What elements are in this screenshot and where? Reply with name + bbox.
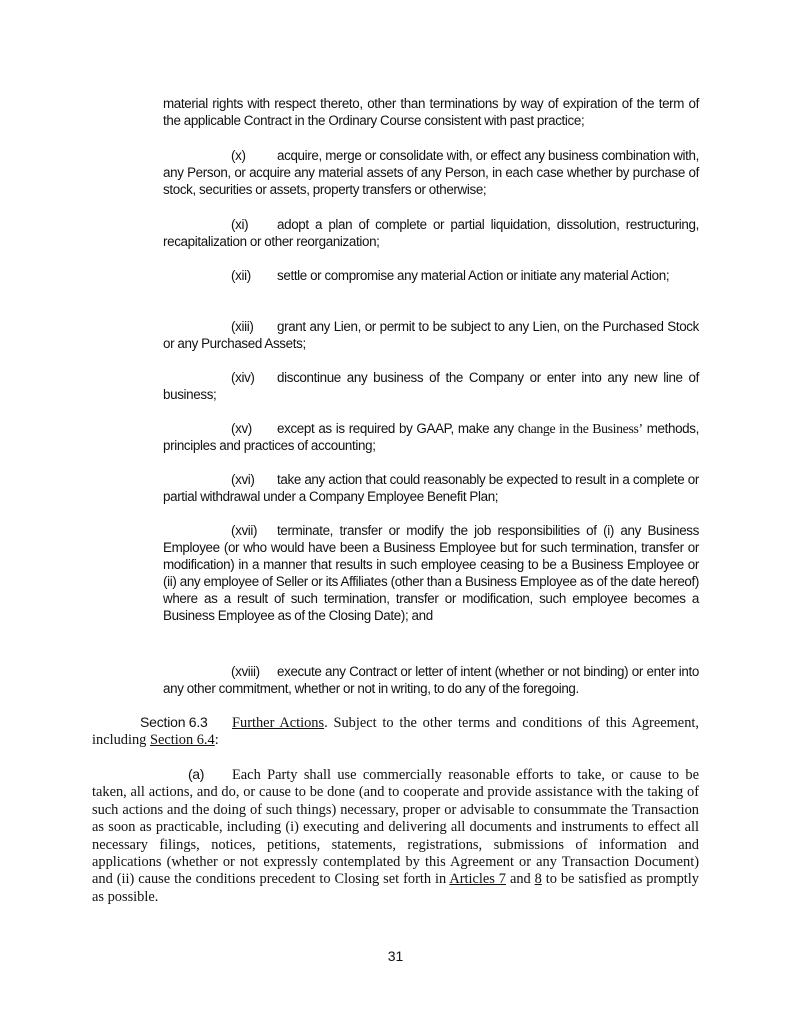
section-text: . Subject to the other terms and conditions of this Agreement, including bbox=[92, 715, 699, 749]
list-item-xi bbox=[163, 216, 699, 250]
item-number: (xvi) bbox=[231, 472, 255, 487]
item-text-rest: methods, principles and practices of accounting; bbox=[163, 421, 699, 454]
list-item-xvii bbox=[163, 522, 699, 624]
page-number: 31 bbox=[387, 948, 404, 964]
item-text: adopt a plan of complete or partial liquidation, dissolution, restructuring, recapitalization or other reorganization; bbox=[163, 217, 699, 249]
subsection-mid: and bbox=[506, 871, 535, 888]
list-item-xiv bbox=[163, 369, 699, 403]
section-title: Further Actions bbox=[232, 715, 325, 731]
list-item-xvi bbox=[163, 471, 699, 505]
item-text: take any action that could reasonably be expected to result in a complete or partial withdrawal under a Company Employee Benefit Plan; bbox=[163, 472, 699, 504]
item-number: (xviii) bbox=[231, 664, 260, 679]
subsection-a bbox=[92, 766, 699, 906]
subsection-text: Each Party shall use commercially reasonable efforts to take, or cause to be taken, all actions, and do, or cause to be done (and to cooperate and provide assistance with the taking of such actions and the doing of such things) necessary, proper or advisable to consummate the Transaction as soon as practicable, including (i) executing and delivering all documents and instruments to effect all necessary filings, notices, petitions, statements, registrations, submissions of information and applications (whether or not expressly contemplated by this Agreement or any Transaction Document) and (ii) cause the conditions precedent to Closing set forth in bbox=[92, 767, 699, 888]
item-number: (x) bbox=[231, 148, 246, 163]
item-text: terminate, transfer or modify the job responsibilities of (i) any Business Employee (or who would have been a Business Employee but for such termination, transfer or modification) in a manner that results in such employee ceasing to be a Business Employee or (ii) any employee of Seller or its Affiliates (other than a Business Employee as of the date hereof) where as a result of such termination, transfer or modification, such employee becomes a Business Employee as of the Closing Date); and bbox=[163, 523, 699, 623]
item-text: execute any Contract or letter of intent (whether or not binding) or enter into any other commitment, whether or not in writing, to do any of the foregoing. bbox=[163, 664, 699, 696]
item-text-serif: hange in the Business’ bbox=[524, 421, 643, 436]
intro-paragraph: material rights with respect thereto, other than terminations by way of expiration of the term of the applicable Contract in the Ordinary Course consistent with past practice; bbox=[163, 96, 699, 128]
section-ref-link[interactable]: Section 6.4 bbox=[149, 732, 215, 749]
item-number: (xv) bbox=[231, 421, 252, 436]
subsection-label: (a) bbox=[188, 766, 205, 782]
article-8-ref-link[interactable]: 8 bbox=[534, 871, 542, 888]
subsection-end: to be satisfied as promptly as possible. bbox=[92, 871, 699, 905]
section-text-end: : bbox=[214, 732, 219, 749]
item-number: (xvii) bbox=[231, 523, 258, 538]
list-item-xv bbox=[163, 420, 699, 454]
list-item-x bbox=[163, 147, 699, 198]
list-item-xii bbox=[163, 267, 699, 284]
list-item-xiii bbox=[163, 318, 699, 352]
item-text: grant any Lien, or permit to be subject to any Lien, on the Purchased Stock or any Purchased Assets; bbox=[163, 319, 699, 351]
item-text: discontinue any business of the Company or enter into any new line of business; bbox=[163, 370, 699, 402]
item-number: (xii) bbox=[231, 268, 251, 283]
item-number: (xiii) bbox=[231, 319, 254, 334]
item-number: (xiv) bbox=[231, 370, 255, 385]
item-text: settle or compromise any material Action or initiate any material Action; bbox=[277, 268, 670, 283]
section-6-3 bbox=[92, 714, 699, 750]
item-number: (xi) bbox=[231, 217, 249, 232]
item-text: acquire, merge or consolidate with, or effect any business combination with, any Person, or acquire any material assets of any Person, in each case whether by purchase of stock, securities or assets, property transfers or otherwise; bbox=[163, 148, 699, 197]
articles-ref-link[interactable]: Articles 7 bbox=[449, 871, 507, 888]
list-item-xviii bbox=[163, 663, 699, 697]
item-text-sans: except as is required by GAAP, make any c bbox=[277, 421, 525, 436]
section-label: Section 6.3 bbox=[140, 714, 208, 730]
